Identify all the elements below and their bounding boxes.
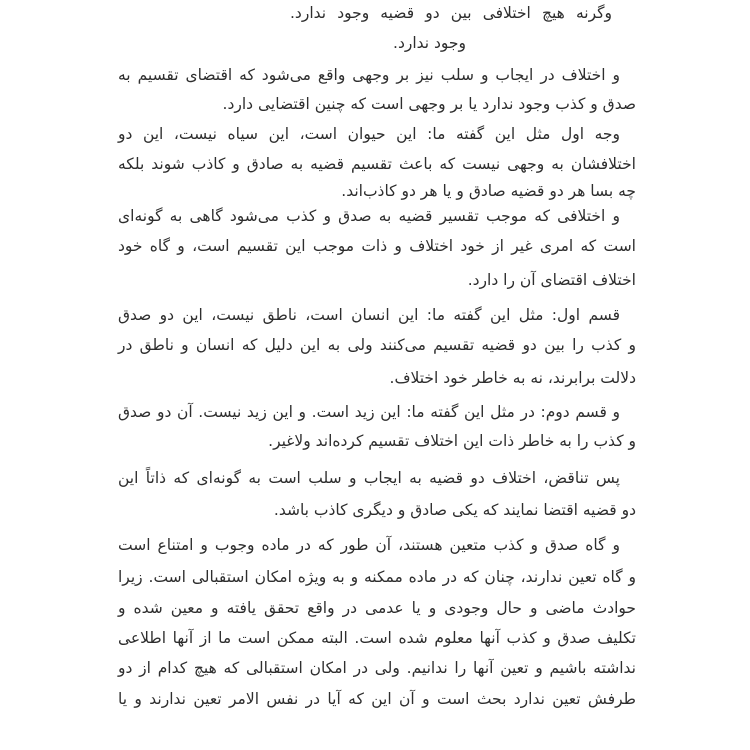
text-line: و گاه تعین ندارند، چنان که در ماده ممکنه و به ویژه امکان استقبالی است. زیرا — [118, 568, 636, 586]
text-line: دلالت برابرند، نه به خاطر خود اختلاف. — [389, 369, 636, 387]
paragraph-start: پس تناقض، اختلاف دو قضیه به ایجاب و سلب است به گونه‌ای که ذاتاً این — [118, 469, 620, 487]
text-line: و کذب را به خاطر ذات این اختلاف تقسیم کرده‌اند ولاغیر. — [268, 432, 636, 450]
text-line: تکلیف صدق و کذب آنها معلوم شده است. البته ممکن است ما از آنها اطلاعی — [118, 629, 636, 647]
text-line: وجود ندارد. — [393, 34, 466, 52]
paragraph-start: وجه اول مثل این گفته ما: این حیوان است، این سیاه نیست، این دو — [118, 125, 620, 143]
text-line: چه بسا هر دو قضیه صادق و یا هر دو کاذب‌اند. — [341, 182, 636, 200]
text-line: اختلافشان به وجهی نیست که باعث تقسیم قضیه به صادق و کاذب شوند بلکه — [118, 155, 636, 173]
text-line: طرفش تعین ندارد بحث است و آن این که آیا در نفس الامر تعین ندارند و یا — [118, 690, 636, 708]
text-line: نداشته باشیم و تعین آنها را ندانیم. ولی در امکان استقبالی که هیچ کدام از دو — [118, 659, 636, 677]
paragraph-start: و اختلافی که موجب تقسیر قضیه به صدق و کذب می‌شود گاهی به گونه‌ای — [118, 207, 620, 225]
text-line: صدق و کذب وجود ندارد یا بر وجهی است که چنین اقتضایی دارد. — [222, 95, 636, 113]
text-line: وگرنه هیچ اختلافی بین دو قضیه وجود ندارد. — [290, 4, 612, 22]
text-line: است که امری غیر از خود اختلاف و ذات موجب این تقسیم است، و گاه خود — [118, 237, 636, 255]
paragraph-start: و قسم دوم: در مثل این گفته ما: این زید است. و این زید نیست. آن دو صدق — [118, 403, 620, 421]
paragraph-start: قسم اول: مثل این گفته ما: این انسان است، ناطق نیست، این دو صدق — [118, 306, 620, 324]
text-line: اختلاف اقتضای آن را دارد. — [467, 271, 636, 289]
paragraph-start: و گاه صدق و کذب متعین هستند، آن طور که در ماده وجوب و امتناع است — [118, 536, 620, 554]
text-line: حوادث ماضی و حال وجودی و یا عدمی در واقع تحقق یافته و معین شده و — [118, 599, 636, 617]
text-line: و کذب را بین دو قضیه تقسیم می‌کنند ولی به این دلیل که انسان و ناطق در — [118, 336, 636, 354]
paragraph-start: و اختلاف در ایجاب و سلب نیز بر وجهی واقع می‌شود که اقتضای تقسیم به — [118, 66, 620, 84]
text-line: دو قضیه اقتضا نمایند که یکی صادق و دیگری کاذب باشد. — [273, 501, 636, 519]
